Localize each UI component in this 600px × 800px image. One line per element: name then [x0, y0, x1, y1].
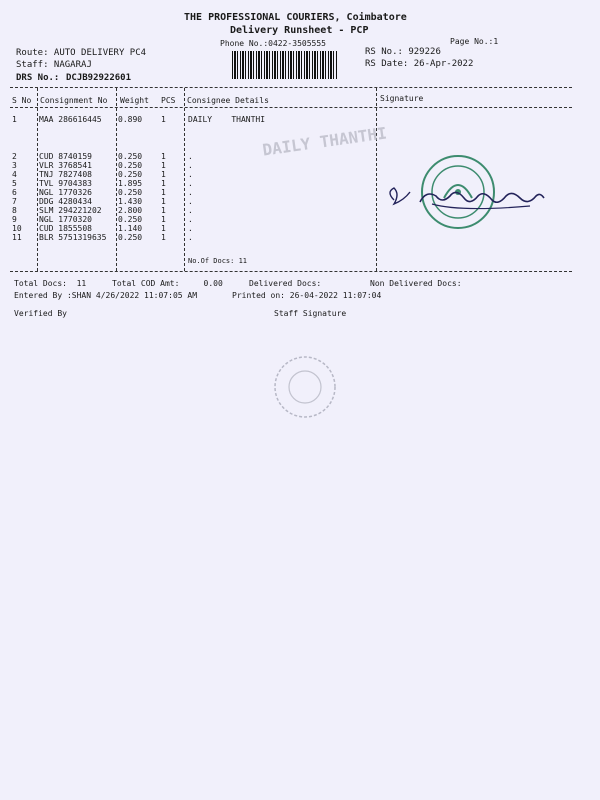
- row-weight: 2.800: [118, 206, 143, 215]
- row-weight: 0.250: [118, 152, 143, 161]
- delivered-docs: Delivered Docs:: [249, 279, 322, 288]
- row-weight: 0.890: [118, 115, 143, 124]
- row-pcs: 1: [161, 179, 166, 188]
- row-consignee: .: [188, 161, 193, 170]
- rs-number: RS No.: 929226: [365, 47, 441, 57]
- row-pcs: 1: [161, 152, 166, 161]
- row-consignee: DAILY THANTHI: [188, 115, 266, 124]
- row-pcs: 1: [161, 188, 166, 197]
- document-title: Delivery Runsheet - PCP: [230, 25, 369, 36]
- row-consignment: VLR 3768541: [39, 161, 92, 170]
- row-consignee: .: [188, 170, 193, 179]
- header-bottom-rule: [10, 107, 572, 108]
- row-sno: 10: [12, 224, 22, 233]
- row-sno: 11: [12, 233, 22, 242]
- row-sno: 8: [12, 206, 17, 215]
- row-consignment: TNJ 7827408: [39, 170, 92, 179]
- printed-on: Printed on: 26-04-2022 11:07:04: [232, 291, 382, 300]
- row-weight: 0.250: [118, 233, 143, 242]
- row-sno: 4: [12, 170, 17, 179]
- row-consignment: CUD 1855508: [39, 224, 92, 233]
- rs-date: RS Date: 26-Apr-2022: [365, 59, 474, 69]
- row-pcs: 1: [161, 206, 166, 215]
- row-sno: 5: [12, 179, 17, 188]
- total-cod-amount: Total COD Amt: 0.00: [112, 279, 223, 288]
- row-consignment: BLR 5751319635: [39, 233, 107, 242]
- barcode: [232, 51, 338, 79]
- row-sno: 9: [12, 215, 17, 224]
- row-sno: 3: [12, 161, 17, 170]
- table-bottom-rule: [10, 271, 572, 272]
- phone-number: Phone No.:0422-3505555: [220, 39, 326, 48]
- row-pcs: 1: [161, 161, 166, 170]
- col-header-pcs: PCS: [161, 96, 176, 105]
- row-weight: 0.250: [118, 161, 143, 170]
- row-weight: 1.895: [118, 179, 143, 188]
- row-pcs: 1: [161, 197, 166, 206]
- row-consignee: .: [188, 179, 193, 188]
- col-header-sno: S No: [12, 96, 32, 105]
- drs-label: DRS No.:: [16, 73, 60, 83]
- faint-round-stamp: [270, 352, 340, 422]
- row-pcs: 1: [161, 170, 166, 179]
- staff: Staff: NAGARAJ: [16, 60, 92, 70]
- row-consignment: DDG 4280434: [39, 197, 92, 206]
- col-header-consignee: Consignee Details: [187, 96, 269, 105]
- handwritten-signature: [380, 180, 560, 220]
- staff-signature: Staff Signature: [274, 309, 347, 318]
- total-docs: Total Docs: 11: [14, 279, 87, 288]
- row-consignee: .: [188, 188, 193, 197]
- row-consignment: CUD 8740159: [39, 152, 92, 161]
- row-consignment: NGL 1770326: [39, 188, 92, 197]
- row-consignee: .: [188, 206, 193, 215]
- row-consignee: .: [188, 224, 193, 233]
- row-weight: 0.250: [118, 170, 143, 179]
- verified-by: Verified By: [14, 309, 67, 318]
- row-consignee: .: [188, 197, 193, 206]
- faint-stamp: DAILY THANTHI: [261, 123, 388, 160]
- route: Route: AUTO DELIVERY PC4: [16, 48, 147, 58]
- row-sno: 6: [12, 188, 17, 197]
- row-consignment: MAA 286616445: [39, 115, 102, 124]
- no-of-docs: No.Of Docs: 11: [188, 257, 248, 265]
- row-weight: 1.140: [118, 224, 143, 233]
- row-consignment: TVL 9704383: [39, 179, 92, 188]
- row-weight: 1.430: [118, 197, 143, 206]
- row-consignment: SLM 294221202: [39, 206, 102, 215]
- row-consignee: .: [188, 152, 193, 161]
- row-pcs: 1: [161, 224, 166, 233]
- page-number: Page No.:1: [450, 37, 499, 46]
- entered-by: Entered By :SHAN 4/26/2022 11:07:05 AM: [14, 291, 198, 300]
- row-pcs: 1: [161, 215, 166, 224]
- row-consignment: NGL 1770320: [39, 215, 92, 224]
- row-weight: 0.250: [118, 188, 143, 197]
- row-sno: 1: [12, 115, 17, 124]
- table-top-rule: [10, 87, 572, 88]
- company-name: THE PROFESSIONAL COURIERS, Coimbatore: [184, 12, 407, 23]
- row-sno: 7: [12, 197, 17, 206]
- row-sno: 2: [12, 152, 17, 161]
- row-consignee: .: [188, 233, 193, 242]
- col-header-consignment: Consignment No: [40, 96, 108, 105]
- row-consignee: .: [188, 215, 193, 224]
- row-weight: 0.250: [118, 215, 143, 224]
- col-header-weight: Weight: [120, 96, 149, 105]
- row-pcs: 1: [161, 233, 166, 242]
- row-pcs: 1: [161, 115, 166, 124]
- non-delivered-docs: Non Delivered Docs:: [370, 279, 462, 288]
- col-header-signature: Signature: [380, 94, 424, 103]
- drs-number: DCJB92922601: [66, 73, 132, 83]
